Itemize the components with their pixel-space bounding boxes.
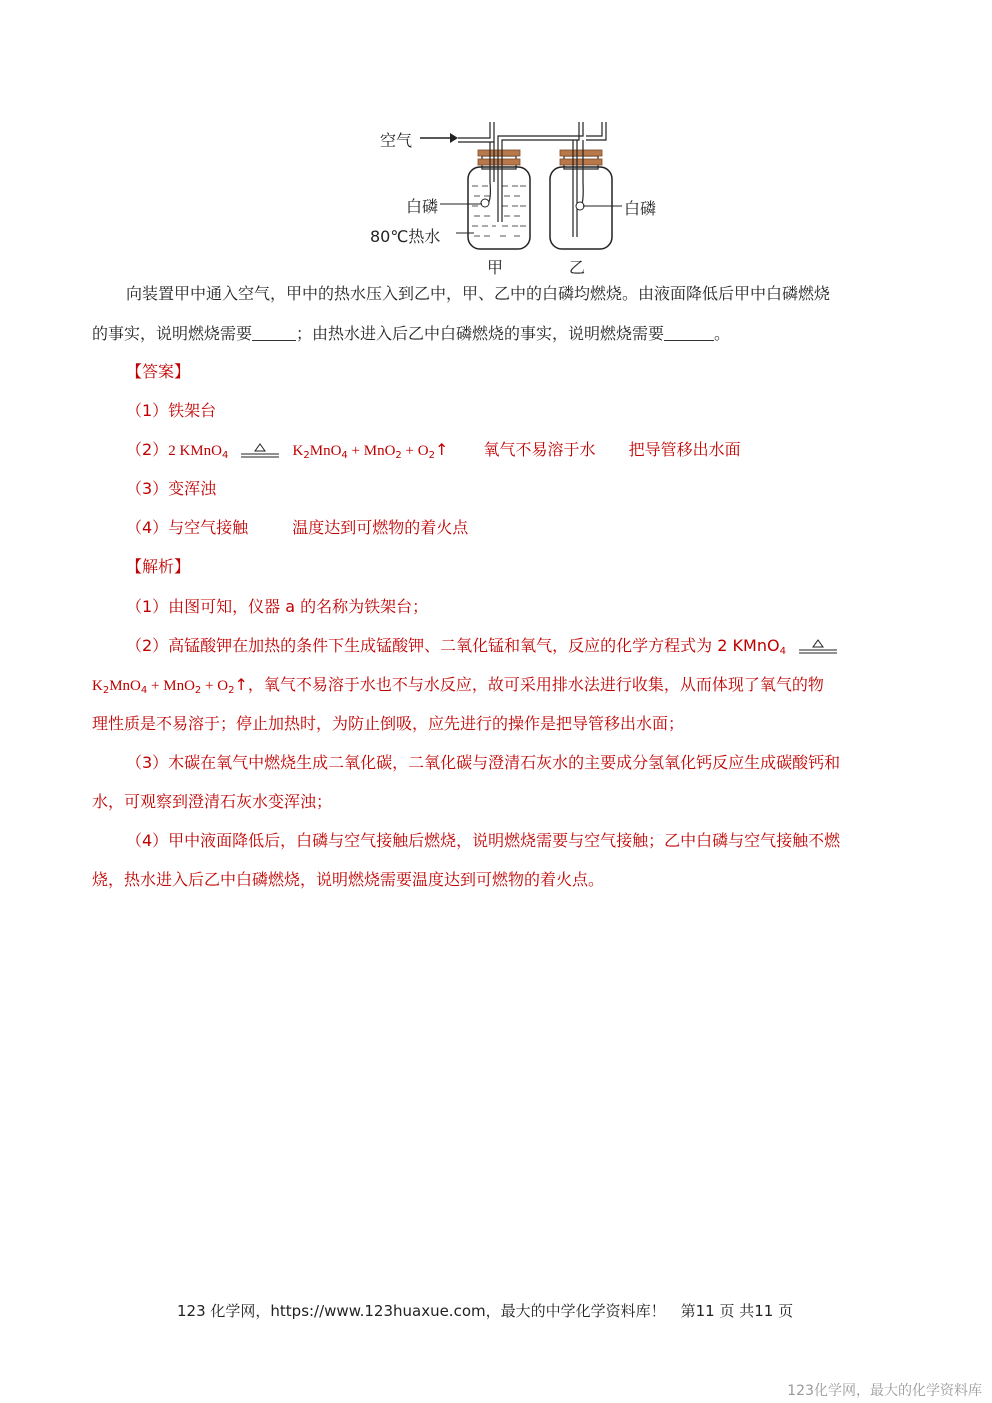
equation-reactant: 2 KMnO — [168, 443, 222, 459]
phosphorus-label-left: 白磷 — [406, 197, 439, 216]
analysis-2-line-1 — [126, 636, 845, 656]
answer-heading: 【答案】 — [126, 362, 191, 381]
hot-water-label: 80℃热水 — [370, 227, 441, 246]
answer-4-text-2: 温度达到可燃物的着火点 — [292, 518, 469, 537]
subscript: 2 — [194, 685, 202, 696]
question-line-1: 向装置甲中通入空气，甲中的热水压入到乙中，甲、乙中的白磷均燃烧。由液面降低后甲中白磷燃烧 — [126, 284, 831, 303]
answer-2-text-2: 把导管移出水面 — [628, 440, 741, 459]
question-text-b: ；由热水进入后乙中白磷燃烧的事实，说明燃烧需要 — [296, 324, 665, 343]
subscript: 2 — [228, 685, 235, 696]
equation-product: + MnO — [347, 443, 396, 459]
answer-3: （3）变浑浊 — [126, 479, 217, 498]
answer-4-text-1: （4）与空气接触 — [126, 518, 249, 537]
analysis-2-line-3: 理性质是不易溶于；停止加热时，为防止倒吸，应先进行的操作是把导管移出水面； — [92, 714, 685, 733]
equation-product: + MnO — [147, 678, 195, 694]
answer-2 — [126, 440, 741, 461]
subscript: 2 — [395, 450, 402, 461]
phosphorus-label-right: 白磷 — [624, 199, 657, 218]
analysis-2-text: ，氧气不易溶于水也不与水反应，故可采用排水法进行收集，从而体现了氧气的物 — [247, 675, 824, 694]
analysis-4-line-2: 烧，热水进入后乙中白磷燃烧，说明燃烧需要温度达到可燃物的着火点。 — [92, 870, 605, 889]
analysis-2-text: （2）高锰酸钾在加热的条件下生成锰酸钾、二氧化锰和氧气，反应的化学方程式为 2 KMnO — [126, 636, 780, 655]
apparatus-figure — [370, 112, 670, 277]
question-text-c: 。 — [714, 324, 731, 343]
answer-blank-1 — [252, 324, 296, 341]
answer-2-text-1: 氧气不易溶于水 — [483, 440, 596, 459]
watermark: 123化学网，最大的化学资料库 — [787, 1383, 982, 1399]
subscript: 2 — [102, 685, 110, 696]
answer-blank-2 — [664, 324, 714, 341]
subscript: 2 — [428, 450, 435, 461]
answer-2-number: （2） — [126, 440, 169, 459]
heating-condition-icon — [797, 639, 839, 655]
jar-a-label: 甲 — [487, 258, 504, 277]
analysis-heading: 【解析】 — [126, 557, 191, 576]
equation-product: MnO — [109, 678, 141, 694]
air-label: 空气 — [380, 131, 413, 150]
equation-product: + O — [401, 443, 429, 459]
answer-4 — [126, 518, 468, 538]
analysis-3-line-1: （3）木碳在氧气中燃烧生成二氧化碳，二氧化碳与澄清石灰水的主要成分氢氧化钙反应生成碳酸钙和 — [126, 753, 841, 772]
subscript: 4 — [779, 646, 786, 657]
subscript: 4 — [341, 450, 348, 461]
subscript: 4 — [221, 450, 229, 461]
jar-b-label: 乙 — [569, 258, 586, 277]
answer-1: （1）铁架台 — [126, 401, 217, 420]
subscript: 4 — [140, 685, 148, 696]
analysis-3-line-2: 水，可观察到澄清石灰水变浑浊； — [92, 792, 333, 811]
gas-arrow-icon: ↑ — [234, 675, 248, 694]
equation-product: + O — [201, 678, 229, 694]
question-line-2 — [92, 324, 730, 344]
question-text-a: 的事实，说明燃烧需要 — [92, 324, 253, 343]
equation-product: K — [92, 678, 103, 694]
equation-product: K — [292, 443, 304, 459]
heating-condition-icon — [239, 443, 281, 459]
subscript: 2 — [303, 450, 310, 461]
analysis-1: （1）由图可知，仪器 a 的名称为铁架台； — [126, 597, 429, 616]
gas-arrow-icon: ↑ — [434, 440, 449, 459]
analysis-4-line-1: （4）甲中液面降低后，白磷与空气接触后燃烧，说明燃烧需要与空气接触；乙中白磷与空气接触不燃 — [126, 831, 841, 850]
analysis-2-line-2 — [92, 675, 824, 696]
equation-product: MnO — [309, 443, 342, 459]
page-footer: 123 化学网，https://www.123huaxue.com，最大的中学化学资料库！ 第11 页 共11 页 — [177, 1302, 794, 1320]
